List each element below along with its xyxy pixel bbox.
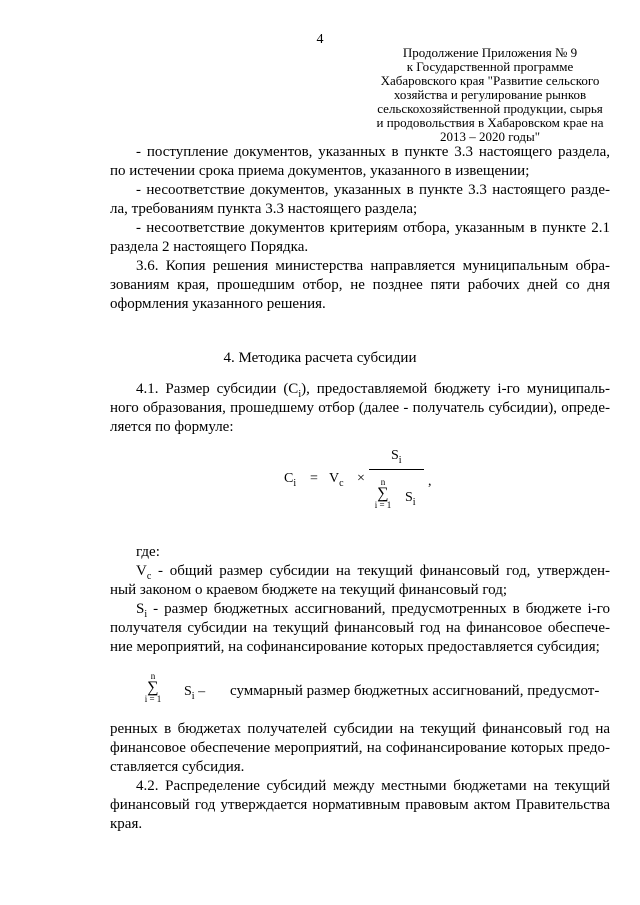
paragraph-line: ный законом о краевом бюджете на текущий финансовый год; (110, 582, 508, 598)
paragraph-line: $S_i$ - размер бюджетных ассигнований, предусмотренных в бюджете i-го (136, 601, 610, 620)
subsidy-formula (270, 440, 470, 520)
paragraph-line: - поступление документов, указанных в пункте 3.3 настоящего раздела, (136, 144, 610, 160)
formula-comma: , (428, 474, 432, 489)
paragraph-line: ние мероприятий, на софинансирование которых предоставляется субсидия; (110, 639, 600, 655)
summation-symbol (373, 478, 393, 510)
header-note-line: сельскохозяйственной продукции, сырья (377, 101, 603, 116)
paragraph-line: финансовое обеспечение мероприятий, на софинансирование которых предо- (110, 740, 610, 756)
paragraph-line: зованиям края, прошедшим отбор, не позднее пяти рабочих дней со дня (110, 277, 610, 293)
sigma-icon: ∑ (377, 485, 389, 502)
rejection-grounds-block (110, 143, 610, 314)
header-note-line: к Государственной программе (406, 59, 574, 74)
section-heading: 4. Методика расчета субсидии (223, 350, 417, 366)
sum-lower-limit: i = 1 (144, 694, 162, 704)
paragraph-line: края. (110, 816, 143, 832)
text-fragment: 4.1. Размер субсидии (C (136, 381, 299, 397)
paragraph-line: ренных в бюджетах получателей субсидии на текущий финансовый год на (110, 721, 610, 737)
paragraph-line: 3.6. Копия решения министерства направляется муниципальным обра- (136, 258, 610, 274)
sigma-icon: ∑ (147, 679, 159, 696)
paragraph-line: по истечении срока приема документов, указанного в извещении; (110, 163, 530, 179)
paragraph-line: оформления указанного решения. (110, 296, 326, 312)
paragraph-line (110, 380, 610, 399)
paragraph-line: 4.2. Распределение субсидий между местными бюджетами на текущий (136, 778, 610, 794)
formula-equals: = (310, 471, 318, 486)
text-fragment: ), предоставляемой бюджету i-го муниципаль- (301, 381, 610, 397)
header-note-line: и продовольствия в Хабаровском крае на (376, 115, 604, 130)
distribution-block (110, 720, 610, 834)
paragraph-line: - несоответствие документов, указанных в пункте 3.3 настоящего разде- (136, 182, 610, 198)
paragraph-line: ного образования, прошедшему отбор (далее - получатель субсидии), опреде- (110, 400, 610, 416)
paragraph-line: $V_c$ - общий размер субсидии на текущий финансовый год, утвержден- (136, 563, 610, 582)
paragraph-line: где: (136, 544, 160, 560)
paragraph-line: ла, требованиям пункта 3.3 настоящего раздела; (110, 201, 418, 217)
summation-symbol (142, 672, 164, 704)
fraction-bar (369, 469, 424, 470)
paragraph-line: получателя субсидии на текущий финансовый год на финансовое обеспече- (110, 620, 610, 636)
subsidy-size-paragraph (110, 380, 610, 437)
header-note-line: хозяйства и регулирование рынков (393, 87, 587, 102)
formula-definitions (110, 543, 610, 657)
paragraph-line: - несоответствие документов критериям отбора, указанным в пункте 2.1 (136, 220, 610, 236)
sum-upper-limit: n (380, 477, 386, 487)
paragraph-line: раздела 2 настоящего Порядка. (110, 239, 309, 255)
sum-definition-text: суммарный размер бюджетных ассигнований, предусмот- (230, 683, 600, 699)
header-note-line: 2013 – 2020 годы" (439, 129, 541, 144)
formula-times: × (357, 471, 365, 486)
sum-upper-limit: n (150, 671, 156, 681)
sum-lower-limit: i = 1 (374, 500, 392, 510)
page-number: 4 (316, 32, 324, 47)
header-note-line: Хабаровского края "Развитие сельского (380, 73, 600, 88)
formula-ci: $C_i$ (284, 471, 297, 489)
paragraph-line: ляется по формуле: (110, 419, 234, 435)
sum-definition-formula (142, 672, 612, 714)
header-note-line: Продолжение Приложения № 9 (402, 45, 578, 60)
formula-numerator: $S_i$ (391, 448, 402, 466)
subscript: i (298, 389, 302, 400)
paragraph-line: финансовый год утверждается нормативным правовым актом Правительства (110, 797, 610, 813)
formula-vc: $V_c$ (329, 471, 344, 489)
paragraph-line: ставляется субсидия. (110, 759, 245, 775)
appendix-header-note (370, 46, 610, 144)
sum-term: $S_i$ – (184, 684, 206, 702)
formula-denominator-term: $S_i$ (405, 490, 416, 508)
